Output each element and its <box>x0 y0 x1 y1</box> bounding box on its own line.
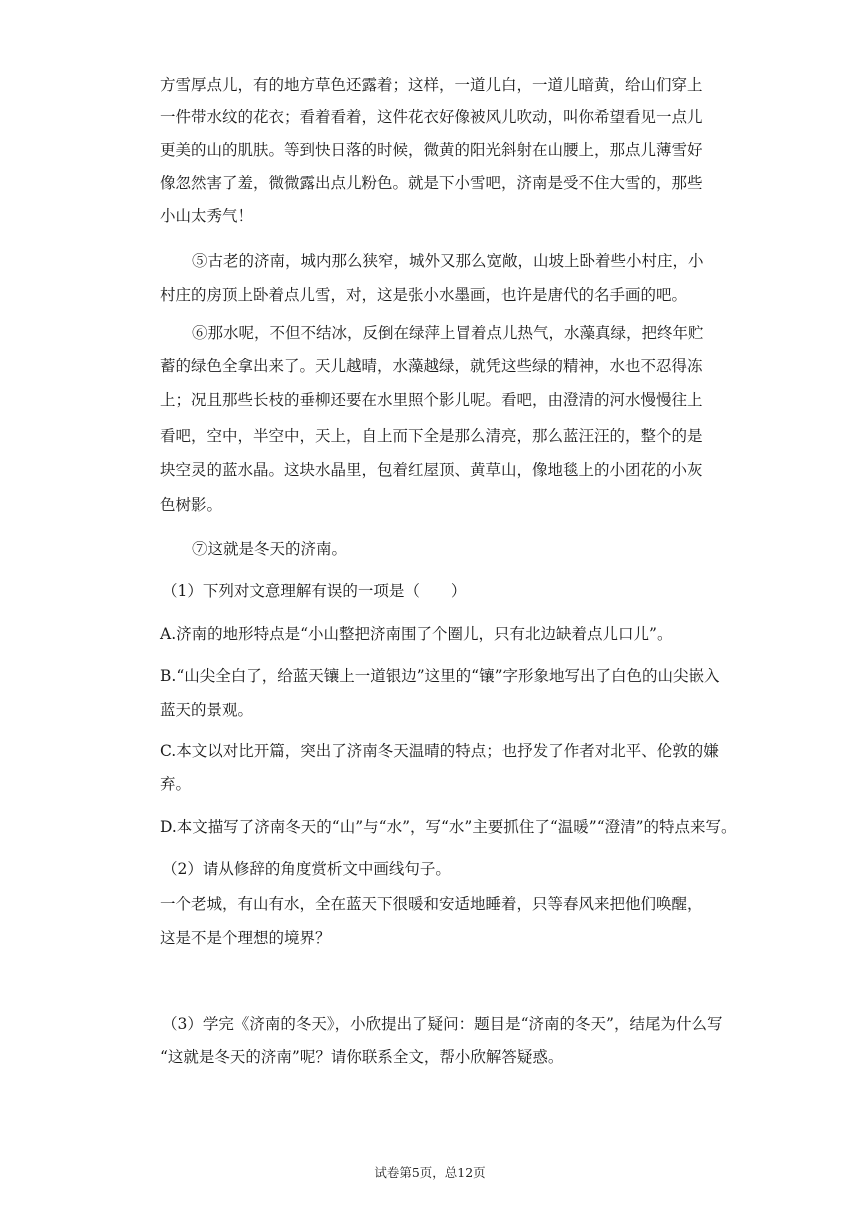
text-line: 看吧，空中，半空中，天上，自上而下全是那么清亮，那么蓝汪汪的，整个的是 <box>160 427 703 445</box>
text-line: 像忽然害了羞，微微露出点儿粉色。就是下小雪吧，济南是受不住大雪的，那些 <box>160 174 703 192</box>
quoted-sentence: 一个老城，有山有水，全在蓝天下很暖和安适地睡着，只等春风来把他们唤醒， <box>160 895 703 913</box>
text-line: 块空灵的蓝水晶。这块水晶里，包着红屋顶、黄草山，像地毯上的小团花的小灰 <box>160 461 703 479</box>
text-line: 一件带水纹的花衣；看着看着，这件花衣好像被风儿吹动，叫你希望看见一点儿 <box>160 108 703 126</box>
question-1: （1）下列对文意理解有误的一项是（ ） <box>162 582 467 600</box>
option-d: D.本文描写了济南冬天的“山”与“水”，写“水”主要抓住了“温暖”“澄清”的特点来写。 <box>160 818 737 836</box>
text-line: 上；况且那些长枝的垂柳还要在水里照个影儿呢。看吧，由澄清的河水慢慢往上 <box>160 391 703 409</box>
option-b-cont: 蓝天的景观。 <box>160 701 254 719</box>
text-line: 更美的山的肌肤。等到快日落的时候，微黄的阳光斜射在山腰上，那点儿薄雪好 <box>160 141 703 159</box>
text-line: 色树影。 <box>160 496 223 514</box>
question-3-cont: “这就是冬天的济南”呢？请你联系全文，帮小欣解答疑惑。 <box>160 1048 564 1066</box>
option-a: A.济南的地形特点是“小山整把济南围了个圈儿，只有北边缺着点儿口儿”。 <box>160 625 673 643</box>
text-line: 方雪厚点儿，有的地方草色还露着；这样，一道儿白，一道儿暗黄，给山们穿上 <box>160 76 703 94</box>
question-3: （3）学完《济南的冬天》，小欣提出了疑问：题目是“济南的冬天”，结尾为什么写 <box>162 1015 723 1033</box>
option-c: C.本文以对比开篇，突出了济南冬天温晴的特点；也抒发了作者对北平、伦敦的嫌 <box>160 742 719 760</box>
page-footer: 试卷第5页，总12页 <box>374 1165 486 1180</box>
text-line: 小山太秀气！ <box>160 207 254 225</box>
question-2: （2）请从修辞的角度赏析文中画线句子。 <box>162 860 451 878</box>
option-b: B.“山尖全白了，给蓝天镶上一道银边”这里的“镶”字形象地写出了白色的山尖嵌入 <box>160 667 720 685</box>
paragraph-6: ⑥那水呢，不但不结冰，反倒在绿萍上冒着点儿热气，水藻真绿，把终年贮 <box>192 324 704 342</box>
paragraph-7: ⑦这就是冬天的济南。 <box>192 540 348 558</box>
paragraph-5: ⑤古老的济南，城内那么狭窄，城外又那么宽敞，山坡上卧着些小村庄，小 <box>192 252 704 270</box>
text-line: 村庄的房顶上卧着点儿雪，对，这是张小水墨画，也许是唐代的名手画的吧。 <box>160 286 688 304</box>
option-c-cont: 弃。 <box>160 775 192 793</box>
text-line: 蓄的绿色全拿出来了。天儿越晴，水藻越绿，就凭这些绿的精神，水也不忍得冻 <box>160 357 703 375</box>
quoted-sentence-cont: 这是不是个理想的境界？ <box>160 929 331 947</box>
